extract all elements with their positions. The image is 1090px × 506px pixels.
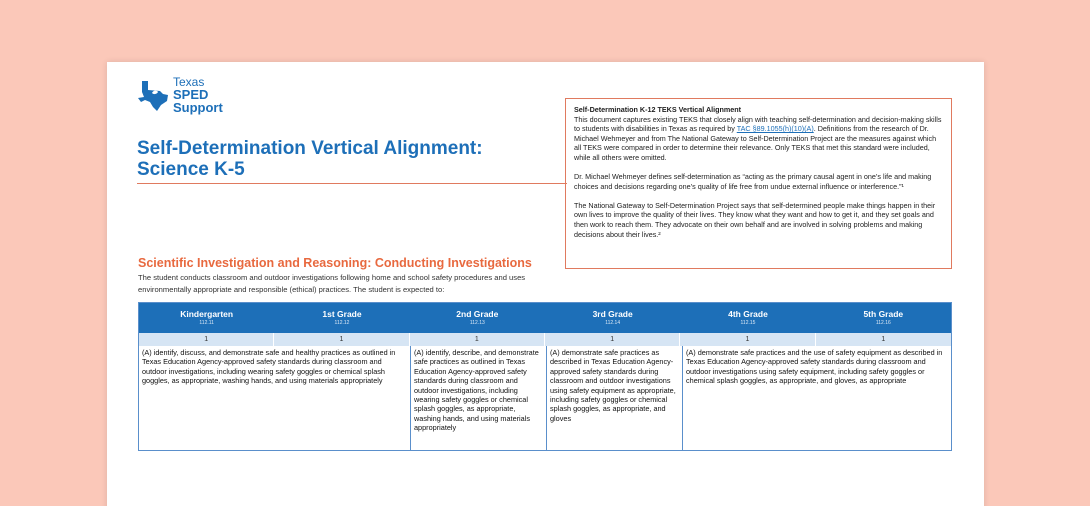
table-header-row [139,303,951,333]
grade-name: 5th Grade [863,309,904,319]
number-cell: 1 [410,333,545,346]
logo-text-support: Support [173,100,223,115]
number-cell: 1 [545,333,680,346]
grade-name: 3rd Grade [592,309,633,319]
page-title-line-2: Science K-5 [137,159,245,180]
grade-code: 112.11 [199,320,214,326]
title-divider [137,183,567,184]
header-grade-2 [410,303,545,333]
grade-code: 112.14 [605,320,621,326]
table-body-row [139,346,951,450]
number-cell: 1 [139,333,274,346]
logo-text-texas: Texas [173,75,205,89]
cell-grade-4-5: (A) demonstrate safe practices and the use of safety equipment as described in Texas Education Agency-approved safety standards during classroom and outdoor investigations using safety equipment, including safety goggles or chemical splash goggles, as appropriate, and gloves, as appropriate [682,346,951,450]
number-cell: 1 [680,333,815,346]
grade-code: 112.12 [334,320,350,326]
page-title [137,138,557,180]
section-heading: Scientific Investigation and Reasoning: Conducting Investigations [138,256,532,270]
callout-p1-text-end: . Definitions from the research of Dr. Michael Wehmeyer and from The National Gateway to Self-Determination Project are the measures against which all TEKS were compared in order to determine their relevance. Only TEKS that met this standard were included, while all others were omitted. [574,124,937,162]
grade-name: 4th Grade [728,309,768,319]
header-kindergarten [139,303,274,333]
section-description: The student conducts classroom and outdoor investigations following home and school safety procedures and uses environmentally appropriate and responsible (ethical) practices. The student is expected to: [138,273,526,294]
grade-name: 1st Grade [322,309,362,319]
callout-paragraph-3: The National Gateway to Self-Determination Project says that self-determined people make things happen in their own lives to improve the quality of their lives. They know what they want and how to get it, and they set goals and then work to reach them. They advocate on their own behalf and are involved in solving problems and making decisions about their lives.² [574,200,936,239]
callout-heading: Self-Determination K-12 TEKS Vertical Alignment [574,105,742,114]
cell-grade-2: (A) identify, describe, and demonstrate safe practices as outlined in Texas Education Agency-approved safety standards during classroom and outdoor investigations, including wearing safety goggles or chemical splash goggles, as appropriate, washing hands, and using materials appropriately [410,346,546,450]
header-grade-4 [680,303,815,333]
logo-text-sped: SPED [173,87,209,102]
grade-name: Kindergarten [180,309,234,319]
texas-state-icon [136,78,170,112]
cell-kindergarten-grade1: (A) identify, discuss, and demonstrate safe and healthy practices as outlined in Texas Education Agency-approved safety standards during classroom and outdoor investigations, including wearing safety goggles or chemical splash goggles, as appropriate, washing hands, and using materials appropriately [142,348,396,386]
header-grade-5 [816,303,951,333]
grade-code: 112.15 [740,320,756,326]
callout-paragraph-1 [574,115,943,163]
grade-code: 112.16 [875,320,891,326]
callout-paragraph-2: Dr. Michael Wehmeyer defines self-determination as “acting as the primary causal agent in one’s life and making choices and decisions regarding one’s quality of life free from undue external influence or interference.”¹ [574,172,932,191]
callout-box [565,98,952,269]
cell-grade-3: (A) demonstrate safe practices as described in Texas Education Agency-approved safety standards during classroom and outdoor investigations using safety equipment as appropriate, including safety goggles or chemical splash goggles, as appropriate, and gloves [546,346,682,450]
table-number-row [139,333,951,346]
page-title-line-1: Self-Determination Vertical Alignment: [137,138,483,159]
header-grade-1 [274,303,409,333]
number-cell: 1 [274,333,409,346]
grade-code: 112.13 [469,320,485,326]
number-cell: 1 [881,336,886,343]
header-grade-3 [545,303,680,333]
grade-name: 2nd Grade [456,309,499,319]
document-page [107,62,984,506]
alignment-table [138,302,952,451]
texas-sped-support-logo [136,76,256,116]
tac-link[interactable]: TAC §89.1055(h)(10)(A) [736,124,814,134]
callout-p1-text: This document captures existing TEKS that closely align with teaching self-determination and decision-making skills to students with disabilities in Texas as required by [574,114,942,134]
